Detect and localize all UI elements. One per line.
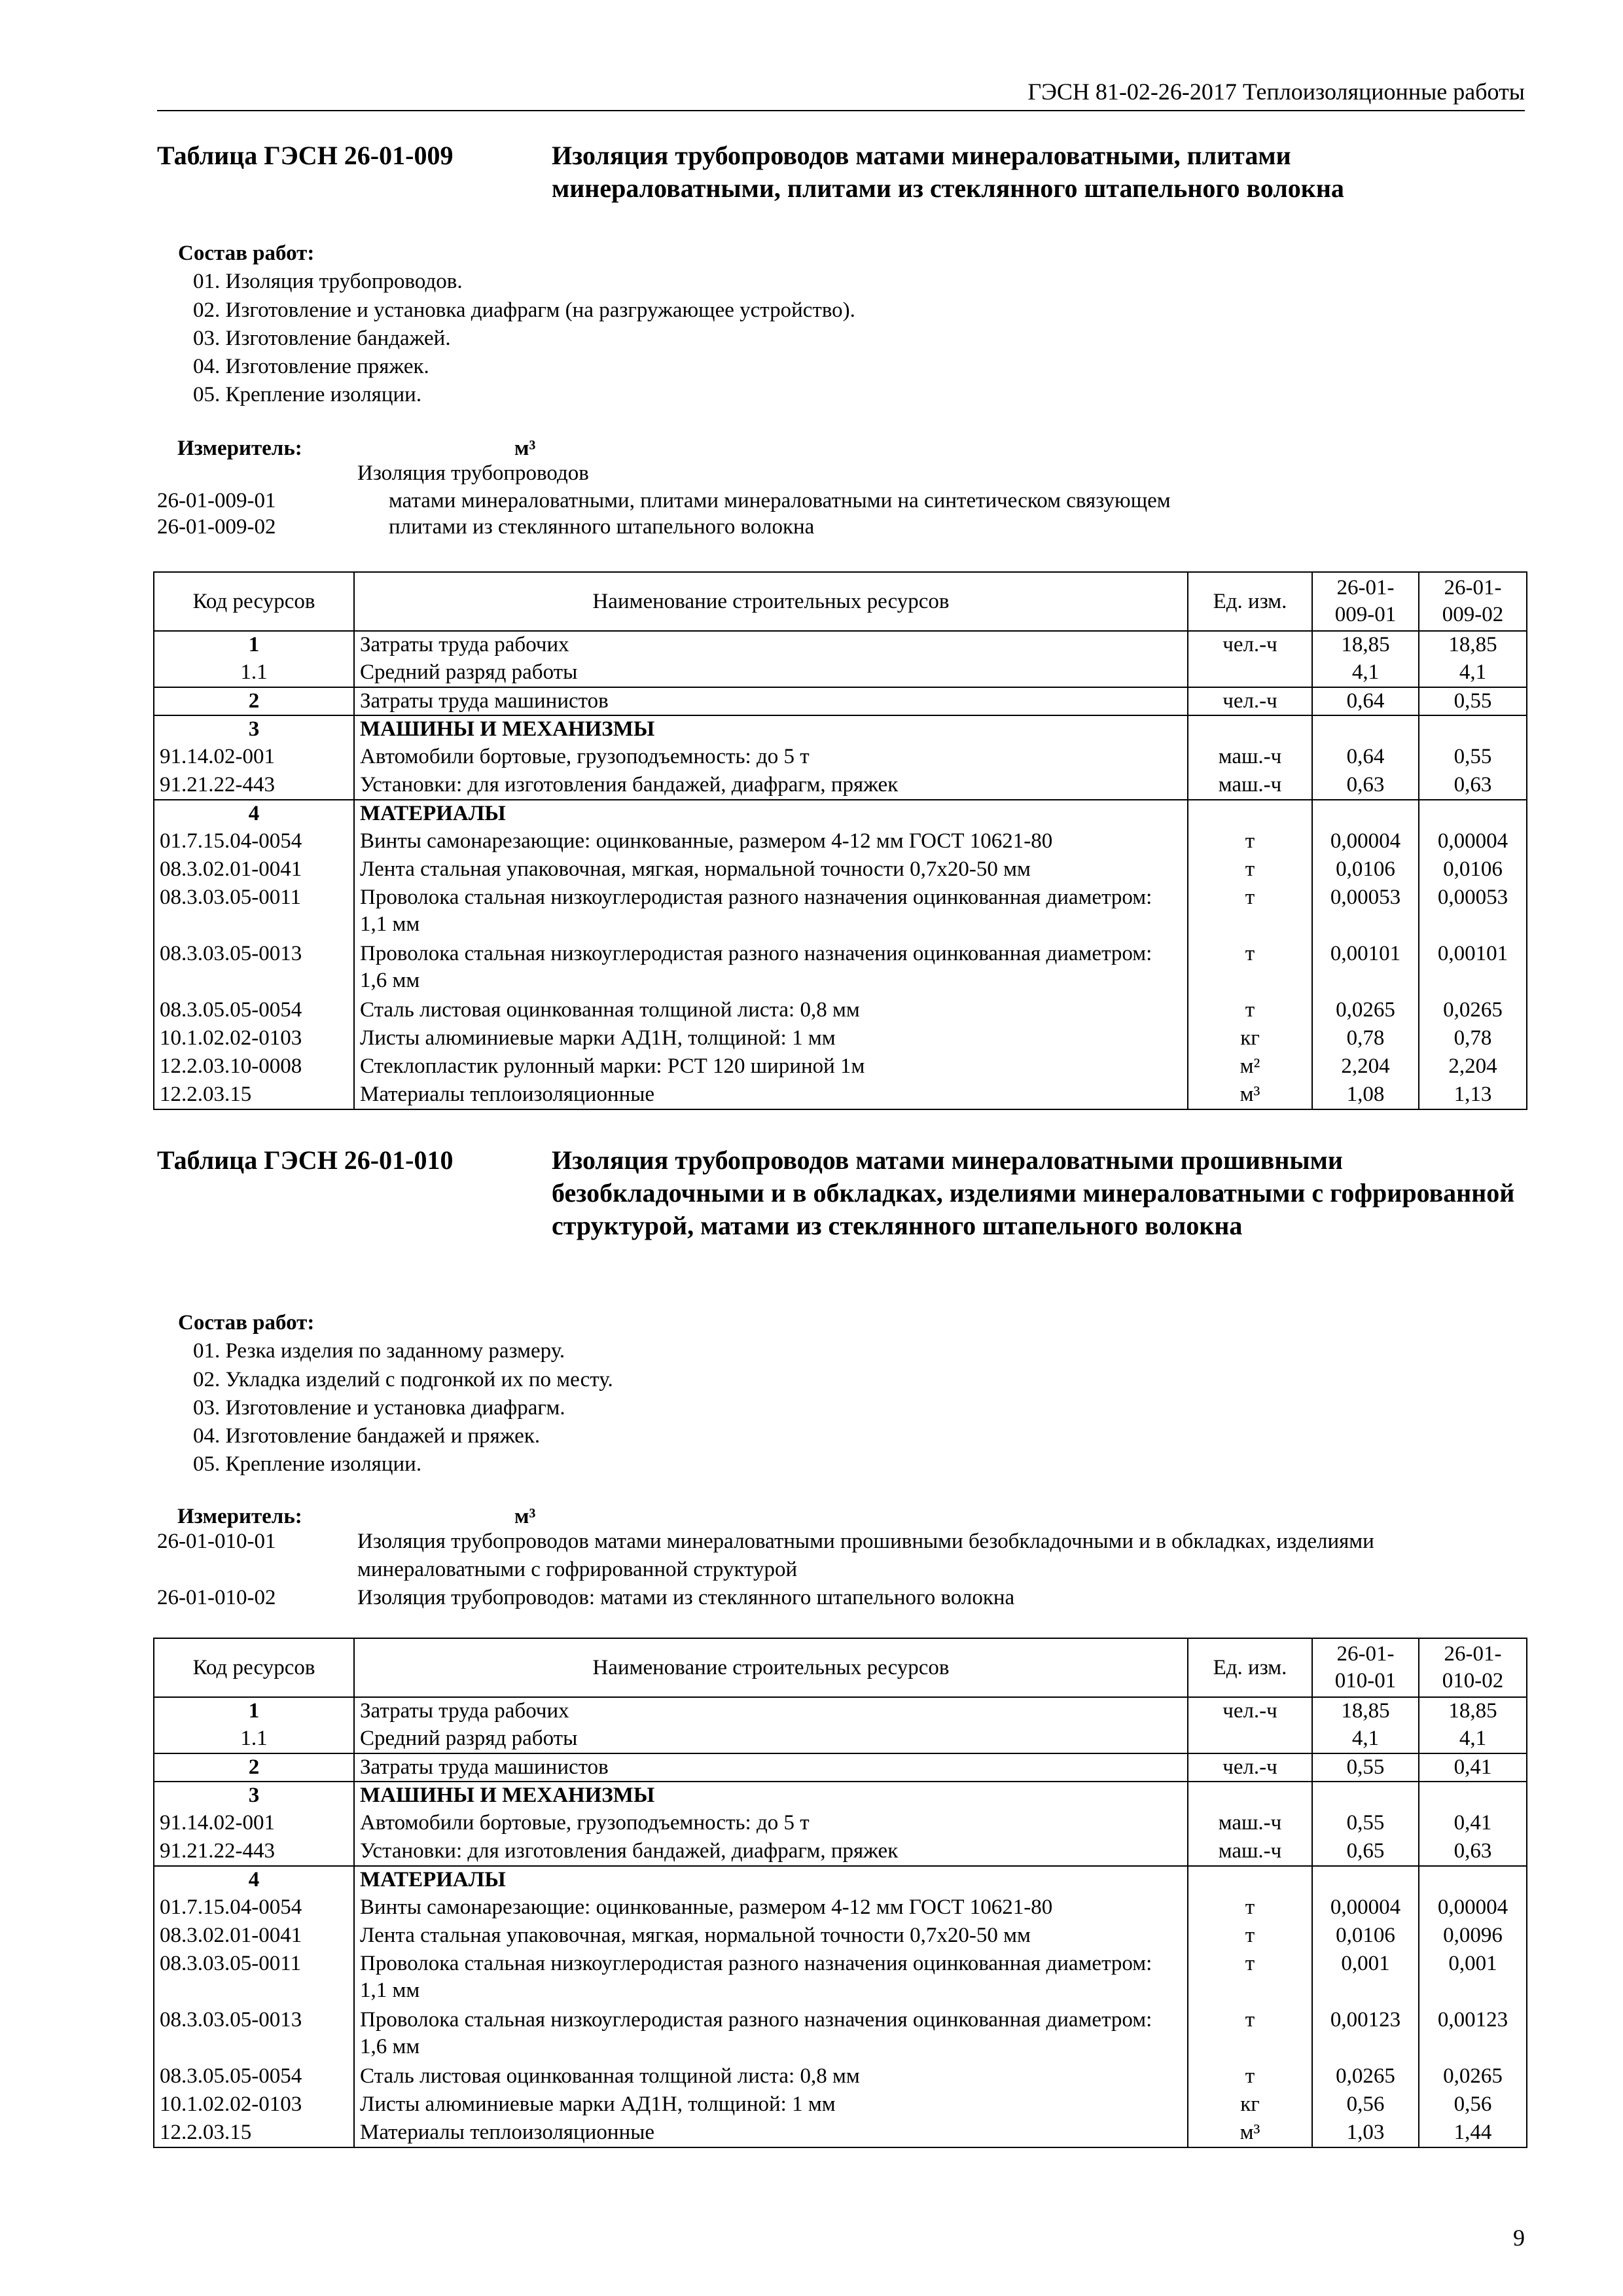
resource-name: Проволока стальная низкоуглеродистая разного назначения оцинкованная диаметром: 1,1 мм <box>354 884 1188 941</box>
resource-value: 0,63 <box>1419 1838 1527 1866</box>
resource-unit <box>1188 1782 1312 1810</box>
resource-unit: т <box>1188 1894 1312 1922</box>
resource-name: Лента стальная упаковочная, мягкая, нормальной точности 0,7х20-50 мм <box>354 856 1188 884</box>
resource-name: Затраты труда машинистов <box>354 1753 1188 1782</box>
resource-name: Винты самонарезающие: оцинкованные, размером 4-12 мм ГОСТ 10621-80 <box>354 1894 1188 1922</box>
resource-unit: т <box>1188 997 1312 1025</box>
resource-value: 0,56 <box>1312 2091 1419 2119</box>
resource-value: 0,78 <box>1312 1025 1419 1053</box>
name-column-header: Наименование строительных ресурсов <box>354 572 1188 631</box>
norm-description: Изоляция трубопроводов матами минераловатными прошивными безобкладочными и в обкладках, изделиями минераловатными с гофрированной структурой <box>357 1530 1374 1581</box>
resource-unit <box>1188 659 1312 687</box>
resource-value: 0,65 <box>1312 1838 1419 1866</box>
resource-value <box>1312 800 1419 828</box>
unit-column-header: Ед. изм. <box>1188 1638 1312 1697</box>
resource-code: 2 <box>154 687 354 715</box>
table-row <box>154 2007 1527 2063</box>
norm-column-header <box>1312 572 1419 631</box>
resource-name: МАТЕРИАЛЫ <box>354 1866 1188 1894</box>
resource-code: 3 <box>154 1782 354 1810</box>
resource-unit: т <box>1188 856 1312 884</box>
resource-value: 0,55 <box>1312 1810 1419 1838</box>
resource-unit <box>1188 1866 1312 1894</box>
table-row <box>154 687 1527 715</box>
resource-unit: т <box>1188 2007 1312 2063</box>
resource-unit: чел.-ч <box>1188 1697 1312 1725</box>
resources-table <box>153 1638 1527 2148</box>
resource-value: 18,85 <box>1419 631 1527 659</box>
resource-value: 18,85 <box>1312 1697 1419 1725</box>
norm-code-part: 010-02 <box>1442 1669 1504 1693</box>
resource-value: 4,1 <box>1419 1725 1527 1753</box>
resource-value: 0,63 <box>1312 772 1419 800</box>
resource-value: 1,44 <box>1419 2119 1527 2147</box>
table-row <box>154 800 1527 828</box>
table-row <box>154 1697 1527 1725</box>
resource-name: Затраты труда машинистов <box>354 687 1188 715</box>
resource-value: 0,0106 <box>1312 856 1419 884</box>
table-row <box>154 1950 1527 2007</box>
resource-code: 08.3.03.05-0011 <box>154 884 354 941</box>
table-row <box>154 856 1527 884</box>
resource-value: 4,1 <box>1312 659 1419 687</box>
table-row <box>154 2119 1527 2147</box>
resource-value: 0,0265 <box>1419 997 1527 1025</box>
work-step: 03. Изготовление и установка диафрагм. <box>193 1395 565 1420</box>
table-row <box>154 828 1527 856</box>
resource-value: 0,00101 <box>1419 941 1527 997</box>
resource-value: 18,85 <box>1419 1697 1527 1725</box>
table-number: Таблица ГЭСН 26-01-009 <box>157 141 454 170</box>
resource-value: 4,1 <box>1419 659 1527 687</box>
resource-value: 0,0106 <box>1312 1922 1419 1950</box>
resource-code: 08.3.05.05-0054 <box>154 2063 354 2091</box>
norm-code-part: 010-01 <box>1334 1669 1397 1693</box>
table-row <box>154 1053 1527 1081</box>
table-row <box>154 1025 1527 1053</box>
table-row <box>154 1753 1527 1782</box>
resource-code: 91.21.22-443 <box>154 1838 354 1866</box>
unit-column-header: Ед. изм. <box>1188 572 1312 631</box>
resource-value <box>1419 715 1527 744</box>
norm-code: 26-01-009-01 <box>157 489 276 512</box>
norm-description: плитами из стеклянного штапельного волокна <box>389 515 815 539</box>
resource-value: 0,55 <box>1312 1753 1419 1782</box>
resource-value: 0,64 <box>1312 687 1419 715</box>
resource-unit: кг <box>1188 2091 1312 2119</box>
resource-name: Лента стальная упаковочная, мягкая, нормальной точности 0,7х20-50 мм <box>354 1922 1188 1950</box>
work-step: 05. Крепление изоляции. <box>193 1452 422 1477</box>
resource-value: 0,0265 <box>1312 997 1419 1025</box>
work-step: 03. Изготовление бандажей. <box>193 326 451 350</box>
resource-name: Листы алюминиевые марки АД1Н, толщиной: 1 мм <box>354 1025 1188 1053</box>
resource-code: 12.2.03.10-0008 <box>154 1053 354 1081</box>
resource-value: 0,00123 <box>1312 2007 1419 2063</box>
resource-name: Сталь листовая оцинкованная толщиной листа: 0,8 мм <box>354 997 1188 1025</box>
resource-value: 2,204 <box>1419 1053 1527 1081</box>
resource-unit: м³ <box>1188 1081 1312 1109</box>
norm-code-part: 26-01- <box>1444 576 1502 600</box>
resource-value: 0,00053 <box>1419 884 1527 941</box>
resource-unit: маш.-ч <box>1188 1838 1312 1866</box>
norm-column-header <box>1312 1638 1419 1697</box>
resource-name: МАШИНЫ И МЕХАНИЗМЫ <box>354 1782 1188 1810</box>
norm-description: Изоляция трубопроводов <box>357 461 589 485</box>
resource-value: 0,78 <box>1419 1025 1527 1053</box>
resource-unit <box>1188 715 1312 744</box>
resource-name: Проволока стальная низкоуглеродистая разного назначения оцинкованная диаметром: 1,1 мм <box>354 1950 1188 2007</box>
resource-code: 91.14.02-001 <box>154 1810 354 1838</box>
resource-code: 91.14.02-001 <box>154 744 354 772</box>
table-row <box>154 715 1527 744</box>
resource-name: Проволока стальная низкоуглеродистая разного назначения оцинкованная диаметром: 1,6 мм <box>354 941 1188 997</box>
work-step: 02. Укладка изделий с подгонкой их по месту. <box>193 1367 613 1391</box>
resource-unit: маш.-ч <box>1188 772 1312 800</box>
resource-unit: т <box>1188 2063 1312 2091</box>
resource-code: 08.3.02.01-0041 <box>154 1922 354 1950</box>
resource-value: 0,64 <box>1312 744 1419 772</box>
resource-value: 0,00123 <box>1419 2007 1527 2063</box>
resource-name: Автомобили бортовые, грузоподъемность: до 5 т <box>354 744 1188 772</box>
resource-name: Материалы теплоизоляционные <box>354 2119 1188 2147</box>
resource-name: Стеклопластик рулонный марки: РСТ 120 шириной 1м <box>354 1053 1188 1081</box>
resource-unit: т <box>1188 828 1312 856</box>
table-title: Изоляция трубопроводов матами минераловатными прошивными безобкладочными и в обкладках, изделиями минераловатными с гофрированной структурой, матами из стеклянного штапельного волокна <box>552 1145 1515 1240</box>
table-header-row <box>154 1638 1527 1697</box>
work-step: 02. Изготовление и установка диафрагм (на разгружающее устройство). <box>193 298 855 322</box>
resource-name: Затраты труда рабочих <box>354 1697 1188 1725</box>
resource-code: 1 <box>154 631 354 659</box>
measurement-label: Измеритель: <box>177 437 302 460</box>
norm-code: 26-01-009-02 <box>157 515 276 539</box>
resource-name: Автомобили бортовые, грузоподъемность: до 5 т <box>354 1810 1188 1838</box>
measurement-label: Измеритель: <box>177 1505 302 1528</box>
table-row <box>154 1081 1527 1109</box>
resource-value: 0,56 <box>1419 2091 1527 2119</box>
resource-code: 08.3.03.05-0011 <box>154 1950 354 2007</box>
resource-name: Затраты труда рабочих <box>354 631 1188 659</box>
work-step: 04. Изготовление бандажей и пряжек. <box>193 1424 541 1448</box>
table-row <box>154 1838 1527 1866</box>
resource-value: 0,0265 <box>1419 2063 1527 2091</box>
work-step: 04. Изготовление пряжек. <box>193 355 429 379</box>
resource-name: МАТЕРИАЛЫ <box>354 800 1188 828</box>
resource-unit: м³ <box>1188 2119 1312 2147</box>
resource-code: 08.3.03.05-0013 <box>154 941 354 997</box>
norm-code: 26-01-010-02 <box>157 1586 276 1609</box>
norm-column-header <box>1419 1638 1527 1697</box>
resource-code: 1.1 <box>154 659 354 687</box>
resource-value: 0,00101 <box>1312 941 1419 997</box>
resource-unit <box>1188 800 1312 828</box>
resource-name: Средний разряд работы <box>354 659 1188 687</box>
resource-value: 1,08 <box>1312 1081 1419 1109</box>
resource-value: 0,63 <box>1419 772 1527 800</box>
resource-value <box>1419 1782 1527 1810</box>
measurement-unit: м³ <box>514 1505 536 1528</box>
work-composition <box>178 240 855 410</box>
resource-value: 1,13 <box>1419 1081 1527 1109</box>
resource-name: Винты самонарезающие: оцинкованные, размером 4-12 мм ГОСТ 10621-80 <box>354 828 1188 856</box>
resource-value: 0,00004 <box>1312 828 1419 856</box>
table-row <box>154 744 1527 772</box>
norm-code-part: 26-01- <box>1444 1642 1502 1666</box>
table-row <box>154 2063 1527 2091</box>
table-row <box>154 1922 1527 1950</box>
norm-code-part: 009-01 <box>1334 603 1397 626</box>
code-column-header: Код ресурсов <box>154 1638 354 1697</box>
resource-name: Установки: для изготовления бандажей, диафрагм, пряжек <box>354 772 1188 800</box>
resource-value <box>1312 1782 1419 1810</box>
resource-name: Установки: для изготовления бандажей, диафрагм, пряжек <box>354 1838 1188 1866</box>
resource-code: 2 <box>154 1753 354 1782</box>
resource-name: МАШИНЫ И МЕХАНИЗМЫ <box>354 715 1188 744</box>
table-title: Изоляция трубопроводов матами минераловатными, плитами минераловатными, плитами из стеклянного штапельного волокна <box>552 141 1344 203</box>
norm-code: 26-01-010-01 <box>157 1530 276 1553</box>
resource-unit: чел.-ч <box>1188 631 1312 659</box>
resource-value <box>1419 1866 1527 1894</box>
table-row <box>154 1894 1527 1922</box>
resource-unit: т <box>1188 1922 1312 1950</box>
resource-code: 91.21.22-443 <box>154 772 354 800</box>
work-step: 01. Резка изделия по заданному размеру. <box>193 1339 565 1363</box>
resource-name: Сталь листовая оцинкованная толщиной листа: 0,8 мм <box>354 2063 1188 2091</box>
table-row <box>154 631 1527 659</box>
resource-value: 0,0265 <box>1312 2063 1419 2091</box>
table-row <box>154 997 1527 1025</box>
resource-unit: маш.-ч <box>1188 1810 1312 1838</box>
resource-code: 10.1.02.02-0103 <box>154 2091 354 2119</box>
resource-value: 0,001 <box>1419 1950 1527 2007</box>
table-row <box>154 2091 1527 2119</box>
running-header: ГЭСН 81-02-26-2017 Теплоизоляционные работы <box>157 73 1525 111</box>
resource-value: 4,1 <box>1312 1725 1419 1753</box>
norm-code-part: 26-01- <box>1336 1642 1395 1666</box>
code-column-header: Код ресурсов <box>154 572 354 631</box>
resource-value: 0,00004 <box>1419 1894 1527 1922</box>
resource-code: 10.1.02.02-0103 <box>154 1025 354 1053</box>
table-row <box>154 941 1527 997</box>
work-step: 05. Крепление изоляции. <box>193 383 422 407</box>
resource-code: 01.7.15.04-0054 <box>154 1894 354 1922</box>
norm-code-part: 26-01- <box>1336 576 1395 600</box>
resource-name: Материалы теплоизоляционные <box>354 1081 1188 1109</box>
resource-unit: маш.-ч <box>1188 744 1312 772</box>
resource-code: 1.1 <box>154 1725 354 1753</box>
resource-code: 08.3.05.05-0054 <box>154 997 354 1025</box>
measurement-unit: м³ <box>514 437 536 460</box>
resource-unit: кг <box>1188 1025 1312 1053</box>
norm-column-header <box>1419 572 1527 631</box>
resource-value: 0,55 <box>1419 744 1527 772</box>
work-composition-label: Состав работ: <box>178 1311 315 1335</box>
resource-value: 0,0096 <box>1419 1922 1527 1950</box>
norm-code-part: 009-02 <box>1442 603 1504 626</box>
work-composition <box>178 1309 613 1479</box>
table-row <box>154 772 1527 800</box>
resource-code: 08.3.02.01-0041 <box>154 856 354 884</box>
resource-value: 0,00004 <box>1312 1894 1419 1922</box>
resource-value: 0,00053 <box>1312 884 1419 941</box>
table-row <box>154 884 1527 941</box>
resources-table <box>153 571 1527 1110</box>
resource-code: 08.3.03.05-0013 <box>154 2007 354 2063</box>
table-row <box>154 659 1527 687</box>
resource-value: 0,001 <box>1312 1950 1419 2007</box>
resource-code: 12.2.03.15 <box>154 1081 354 1109</box>
resource-unit: чел.-ч <box>1188 687 1312 715</box>
resource-value: 2,204 <box>1312 1053 1419 1081</box>
resource-code: 4 <box>154 800 354 828</box>
work-step: 01. Изоляция трубопроводов. <box>193 270 463 294</box>
table-row <box>154 1866 1527 1894</box>
norm-description: Изоляция трубопроводов: матами из стеклянного штапельного волокна <box>357 1586 1015 1609</box>
resource-code: 01.7.15.04-0054 <box>154 828 354 856</box>
resource-unit: т <box>1188 884 1312 941</box>
page-number: 9 <box>1513 2225 1525 2251</box>
resource-unit: м² <box>1188 1053 1312 1081</box>
work-composition-label: Состав работ: <box>178 242 315 265</box>
resource-value: 0,0106 <box>1419 856 1527 884</box>
resource-name: Средний разряд работы <box>354 1725 1188 1753</box>
resource-code: 3 <box>154 715 354 744</box>
resource-unit: чел.-ч <box>1188 1753 1312 1782</box>
resource-unit: т <box>1188 1950 1312 2007</box>
resource-code: 1 <box>154 1697 354 1725</box>
table-header-row <box>154 572 1527 631</box>
resource-unit <box>1188 1725 1312 1753</box>
table-row <box>154 1782 1527 1810</box>
resource-code: 12.2.03.15 <box>154 2119 354 2147</box>
resource-value: 0,41 <box>1419 1810 1527 1838</box>
resource-value: 0,00004 <box>1419 828 1527 856</box>
resource-value: 0,55 <box>1419 687 1527 715</box>
resource-name: Проволока стальная низкоуглеродистая разного назначения оцинкованная диаметром: 1,6 мм <box>354 2007 1188 2063</box>
resource-code: 4 <box>154 1866 354 1894</box>
table-row <box>154 1725 1527 1753</box>
table-number: Таблица ГЭСН 26-01-010 <box>157 1145 454 1175</box>
resource-value: 18,85 <box>1312 631 1419 659</box>
resource-value: 1,03 <box>1312 2119 1419 2147</box>
resource-unit: т <box>1188 941 1312 997</box>
resource-value <box>1312 1866 1419 1894</box>
resource-name: Листы алюминиевые марки АД1Н, толщиной: 1 мм <box>354 2091 1188 2119</box>
resource-value <box>1312 715 1419 744</box>
norm-description: матами минераловатными, плитами минераловатными на синтетическом связующем <box>389 489 1171 512</box>
resource-value <box>1419 800 1527 828</box>
table-row <box>154 1810 1527 1838</box>
resource-value: 0,41 <box>1419 1753 1527 1782</box>
name-column-header: Наименование строительных ресурсов <box>354 1638 1188 1697</box>
